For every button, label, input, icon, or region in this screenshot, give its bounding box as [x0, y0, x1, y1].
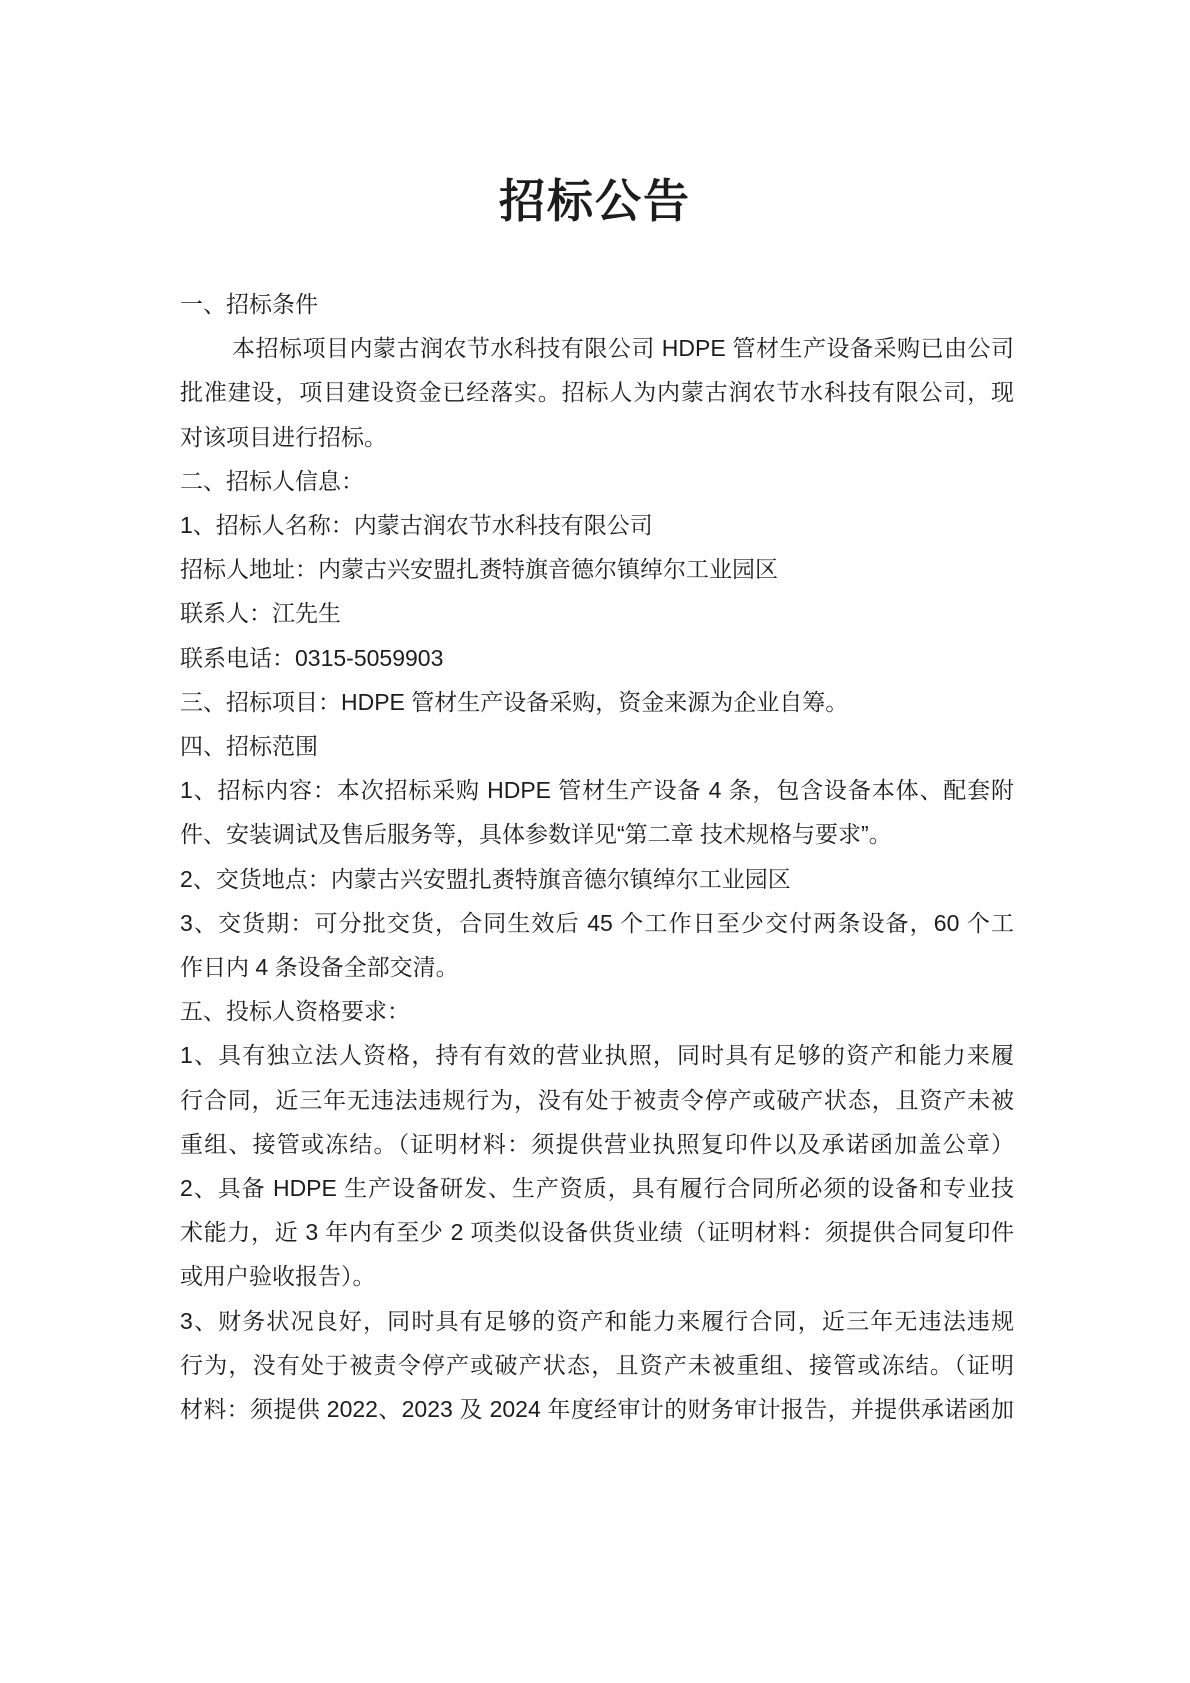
doc-line — [180, 1078, 1014, 1122]
doc-line — [180, 1210, 1014, 1254]
doc-line-text: 批准建设，项目建设资金已经落实。招标人为内蒙古润农节水科技有限公司，现 — [180, 379, 1014, 406]
doc-line-text: 3、交货期：可分批交货，合同生效后 45 个工作日至少交付两条设备，60 个工 — [180, 909, 1014, 936]
doc-line-text: 五、投标人资格要求： — [180, 998, 410, 1025]
doc-line-text: 材料：须提供 2022、2023 及 2024 年度经审计的财务审计报告，并提供承诺函加 — [180, 1396, 1014, 1423]
doc-line — [180, 1299, 1014, 1343]
doc-line — [180, 459, 1014, 503]
doc-line-text: 四、招标范围 — [180, 733, 318, 760]
doc-line — [180, 326, 1014, 370]
doc-line — [180, 282, 1014, 326]
doc-line — [180, 680, 1014, 724]
doc-line-text: 术能力，近 3 年内有至少 2 项类似设备供货业绩（证明材料：须提供合同复印件 — [180, 1219, 1014, 1246]
doc-line — [180, 503, 1014, 547]
doc-line — [180, 945, 1014, 989]
doc-line — [180, 1122, 1014, 1166]
doc-line-text: 3、财务状况良好，同时具有足够的资产和能力来履行合同，近三年无违法违规 — [180, 1307, 1014, 1334]
doc-line-text: 件、安装调试及售后服务等，具体参数详见“第二章 技术规格与要求”。 — [180, 821, 892, 848]
doc-line — [180, 1254, 1014, 1298]
doc-line-text: 重组、接管或冻结。（证明材料：须提供营业执照复印件以及承诺函加盖公章） — [180, 1130, 1014, 1157]
doc-line — [180, 1387, 1014, 1431]
doc-line — [180, 901, 1014, 945]
doc-line-text: 行合同，近三年无违法违规行为，没有处于被责令停产或破产状态，且资产未被 — [180, 1086, 1014, 1113]
doc-line — [180, 547, 1014, 591]
doc-line-text: 1、具有独立法人资格，持有有效的营业执照，同时具有足够的资产和能力来履 — [180, 1042, 1014, 1069]
doc-line — [180, 636, 1014, 680]
doc-line-text: 1、招标内容：本次招标采购 HDPE 管材生产设备 4 条，包含设备本体、配套附 — [180, 777, 1014, 804]
doc-line-text: 2、交货地点：内蒙古兴安盟扎赉特旗音德尔镇绰尔工业园区 — [180, 865, 791, 892]
document-body — [180, 282, 1014, 1431]
doc-line — [180, 415, 1014, 459]
doc-line — [180, 724, 1014, 768]
doc-line-text: 作日内 4 条设备全部交清。 — [180, 954, 459, 981]
doc-line — [180, 1033, 1014, 1077]
doc-line — [180, 768, 1014, 812]
doc-line-text: 联系人：江先生 — [180, 600, 341, 627]
doc-line-text: 对该项目进行招标。 — [180, 423, 387, 450]
doc-line-text: 1、招标人名称：内蒙古润农节水科技有限公司 — [180, 512, 653, 539]
doc-line — [180, 1343, 1014, 1387]
doc-line-text: 三、招标项目：HDPE 管材生产设备采购，资金来源为企业自筹。 — [180, 688, 849, 715]
doc-line-text: 本招标项目内蒙古润农节水科技有限公司 HDPE 管材生产设备采购已由公司 — [232, 335, 1014, 362]
doc-line-text: 一、招标条件 — [180, 291, 318, 317]
doc-line — [180, 989, 1014, 1033]
doc-line — [180, 1166, 1014, 1210]
doc-line-text: 招标人地址：内蒙古兴安盟扎赉特旗音德尔镇绰尔工业园区 — [180, 556, 778, 583]
document-title: 招标公告 — [499, 176, 691, 227]
doc-line — [180, 591, 1014, 635]
doc-line-text: 2、具备 HDPE 生产设备研发、生产资质，具有履行合同所必须的设备和专业技 — [180, 1175, 1014, 1202]
doc-line-text: 行为，没有处于被责令停产或破产状态，且资产未被重组、接管或冻结。（证明 — [180, 1351, 1014, 1378]
doc-line-text: 联系电话：0315-5059903 — [180, 644, 444, 671]
doc-line-text: 或用户验收报告）。 — [180, 1263, 376, 1290]
doc-line — [180, 370, 1014, 414]
doc-line-text: 二、招标人信息： — [180, 467, 364, 494]
doc-line — [180, 812, 1014, 856]
doc-line — [180, 857, 1014, 901]
